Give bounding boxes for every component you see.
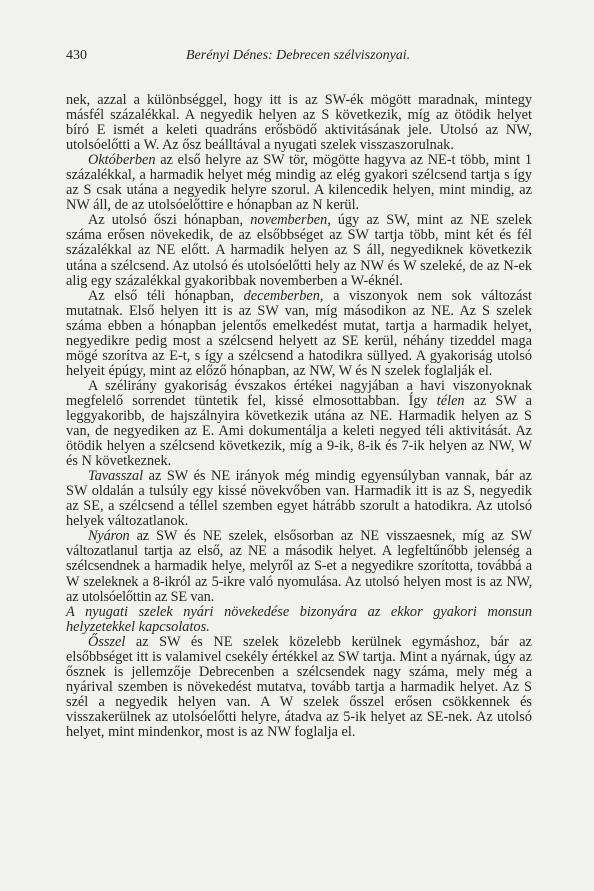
paragraph-lead-italic: Tavasszal [88,468,144,485]
paragraph-italic-term: novemberben [250,212,328,229]
paragraph-italic-term: decemberben [243,287,320,304]
paragraph [66,635,532,740]
paragraph-text-continued: az SW a leggyakoribb, de hajszálnyira következik utána az NE. Harmadik helyen az S van, de negyediken az E. Ami dokumentálja a keleti negyed téli aktivitását. Az ötödik helyen a szélcsend következik, míg a 9-ik, 8-ik és 7-ik helyen az NW, W és N következnek. [66,392,533,470]
page-number: 430 [66,48,87,63]
paragraph-text: Az első téli hónapban, [88,287,244,304]
paragraph [66,289,532,379]
paragraph [66,379,532,469]
paragraph-text-continued: , úgy az SW, mint az NE szelek száma erősen növekedik, de az elsőbbséget az SW tartja több, mint két és fél százalékkal az NE előtt. A harmadik helyen az S áll, negyediknek következik utána a szélcsend. Az utolsó és utolsóelőtti hely az NW és W szeleké, de az N-ek alig egy százalékkal gyakoribbak novemberben a W-éknél. [66,212,532,289]
page-header [66,48,532,68]
paragraph-italic-term: télen [436,392,465,409]
paragraph [66,93,532,153]
paragraph-text-continued: , a viszonyok nem sok változást mutatnak. Első helyen itt is az SW van, míg másodikon az NE. Az S szelek száma ebben a hónapban jelentős emelkedést mutat, tartja a harmadik helyet, negyedikre pedig most a szélcsend helyett az SE kerül, néhány tizeddel maga mögé szorítva az E-t, s így a szélcsend a hatodikra süllyed. A gyakoriság utolsó helyeit épúgy, mint az előző hónapban, az NW, W és N szelek foglalják el. [66,287,532,379]
paragraph-lead-italic: Októberben [88,152,156,169]
paragraph [66,213,532,288]
paragraph-text: nek, azzal a különbséggel, hogy itt is az SW-ék mögött maradnak, mintegy másfél százalékkal. A negyedik helyen az S következik, míg az ötödik helyet bíró E ismét a keleti quadráns erősbödő aktivitásának jele. Utolsó az NW, utolsóelőtti a W. Az ősz beálltával a nyugati szelek visszaszorulnak. [66,92,532,154]
paragraph [66,153,532,213]
paragraph [66,529,532,604]
paragraph-lead-italic: Nyáron [88,528,130,545]
paragraph-italic [66,605,532,635]
running-head: Berényi Dénes: Debrecen szélviszonyai. [186,48,411,63]
paragraph-text: az SW és NE szelek közelebb kerülnek egymáshoz, bár az elsőbbséget itt is valamivel csekély értékkel az SW tartja. Mint a nyárnak, úgy az ősznek is jellemzője Debrecenben a szélcsendek nagy száma, mely még a nyárival szemben is növekedést mutatva, tovább tartja a harmadik helyet. Az S szél a negyedik helyen van. A W szelek ősszel erősen csökkennek és visszakerülnek az utolsóelőtti helyre, átadva az 5-ik helyet az SE-nek. Az utolsó helyet, mint mindenkor, most is az NW foglalja el. [66,633,532,740]
paragraph-text: Az utolsó őszi hónapban, [88,212,251,229]
paragraph-text: A szélirány gyakoriság évszakos értékei nagyjában a havi viszonyoknak megfelelő sorrendet tüntetik fel, kissé elmosottabban. Így [66,377,532,409]
italic-sentence: A nyugati szelek nyári növekedése bizonyára az ekkor gyakori monsun helyzetekkel kapcsolatos. [66,603,532,635]
paragraph-text: az SW és NE szelek, elsősorban az NE visszaesnek, míg az SW változatlanul tartja az első, az NE a második helyet. A legfeltűnőbb jelenség a szélcsendnek a harmadik helye, melyről az S-et a negyedikre szorította, továbbá a W szeleknek a 8-ikról az 5-ikre való nyomulása. Az utolsó helyen most is az NW, az utolsóelőttin az SE van. [66,528,532,605]
paragraph [66,469,532,529]
paragraph-lead-italic: Ősszel [88,633,126,650]
paragraph-text: az SW és NE irányok még mindig egyensúlyban vannak, bár az SW oldalán a tulsúly egy kissé növekvőben van. Harmadik itt is az S, negyedik az SE, a szélcsend a téllel szemben egyet hátrább szorult a hatodikra. Az utolsó helyek változatlanok. [66,468,532,530]
paragraph-text: az első helyre az SW tör, mögötte hagyva az NE-t több, mint 1 százalékkal, a harmadik helyet még mindig az elég gyakori szélcsend tartja s így az S csak utána a negyedik helyre szorul. A kilencedik helyen, mint mindig, az NW áll, de az utolsóelőttire e hónapban az N kerül. [66,152,532,214]
body-text [66,93,532,740]
